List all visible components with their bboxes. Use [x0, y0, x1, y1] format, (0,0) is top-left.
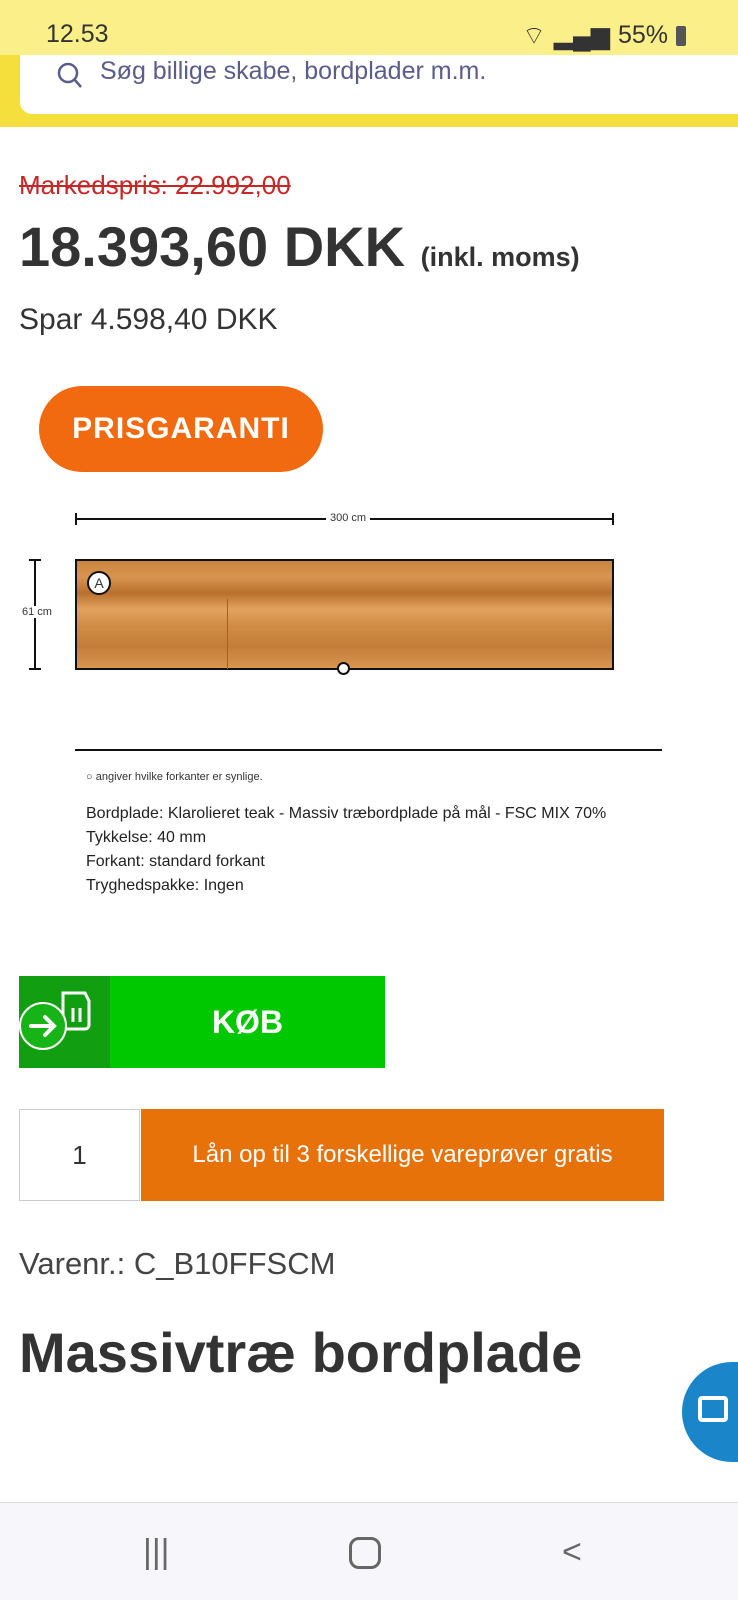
recent-apps-icon[interactable]: |||: [143, 1533, 170, 1571]
dimension-tick: [612, 513, 614, 525]
height-label: 61 cm: [18, 606, 56, 618]
battery-level: 55%: [617, 21, 668, 49]
search-input[interactable]: [20, 55, 738, 114]
divider: [75, 749, 662, 751]
dimension-tick: [75, 513, 77, 525]
buy-label: KØB: [211, 1003, 284, 1040]
price: [19, 214, 580, 279]
sku: Varenr.: C_B10FFSCM: [19, 1246, 336, 1281]
battery-icon: [676, 26, 686, 46]
chat-button[interactable]: [682, 1362, 738, 1462]
spec-item: Tryghedspakke: Ingen: [86, 877, 244, 894]
dimension-tick: [29, 668, 41, 670]
product-title: Massivtræ bordplade: [19, 1321, 583, 1384]
spec-item: Tykkelse: 40 mm: [86, 829, 207, 846]
market-price: Markedspris: 22.992,00: [19, 170, 291, 200]
corner-label: A: [87, 571, 111, 595]
price-value: 18.393,60 DKK: [19, 215, 406, 278]
edge-note: [86, 771, 263, 783]
board-image: [75, 559, 614, 670]
wifi-icon: ⌔: [522, 22, 546, 50]
spec-list: [86, 802, 706, 894]
dimension-tick: [29, 559, 41, 561]
android-nav-bar: [0, 1502, 738, 1600]
edge-note-text: angiver hvilke forkanter er synlige.: [95, 771, 263, 783]
width-label: 300 cm: [326, 512, 370, 524]
search-icon: [56, 61, 84, 89]
home-icon[interactable]: [349, 1537, 381, 1569]
spec-item: Bordplade: Klarolieret teak - Massiv træbordplade på mål - FSC MIX 70%: [86, 805, 607, 822]
chat-icon: [698, 1396, 728, 1422]
quantity-input[interactable]: 1: [19, 1109, 140, 1201]
wood-seam: [227, 599, 228, 669]
clock: 12.53: [46, 20, 109, 48]
back-icon[interactable]: <: [562, 1533, 582, 1571]
circle-icon: ○: [86, 771, 93, 783]
search-placeholder: Søg billige skabe, bordplader m.m.: [100, 57, 487, 85]
borrow-samples-button[interactable]: Lån op til 3 forskellige vareprøver gratis: [141, 1109, 664, 1201]
buy-button[interactable]: [19, 976, 385, 1068]
spec-item: Forkant: standard forkant: [86, 853, 265, 870]
savings: Spar 4.598,40 DKK: [19, 303, 278, 336]
status-bar: [0, 0, 738, 55]
signal-icon: ▂▄▆: [553, 21, 610, 50]
price-guarantee-button[interactable]: PRISGARANTI: [39, 386, 323, 472]
add-to-basket-icon: [19, 976, 110, 1068]
visible-edge-marker: [337, 662, 350, 675]
price-suffix: (inkl. moms): [420, 242, 580, 272]
